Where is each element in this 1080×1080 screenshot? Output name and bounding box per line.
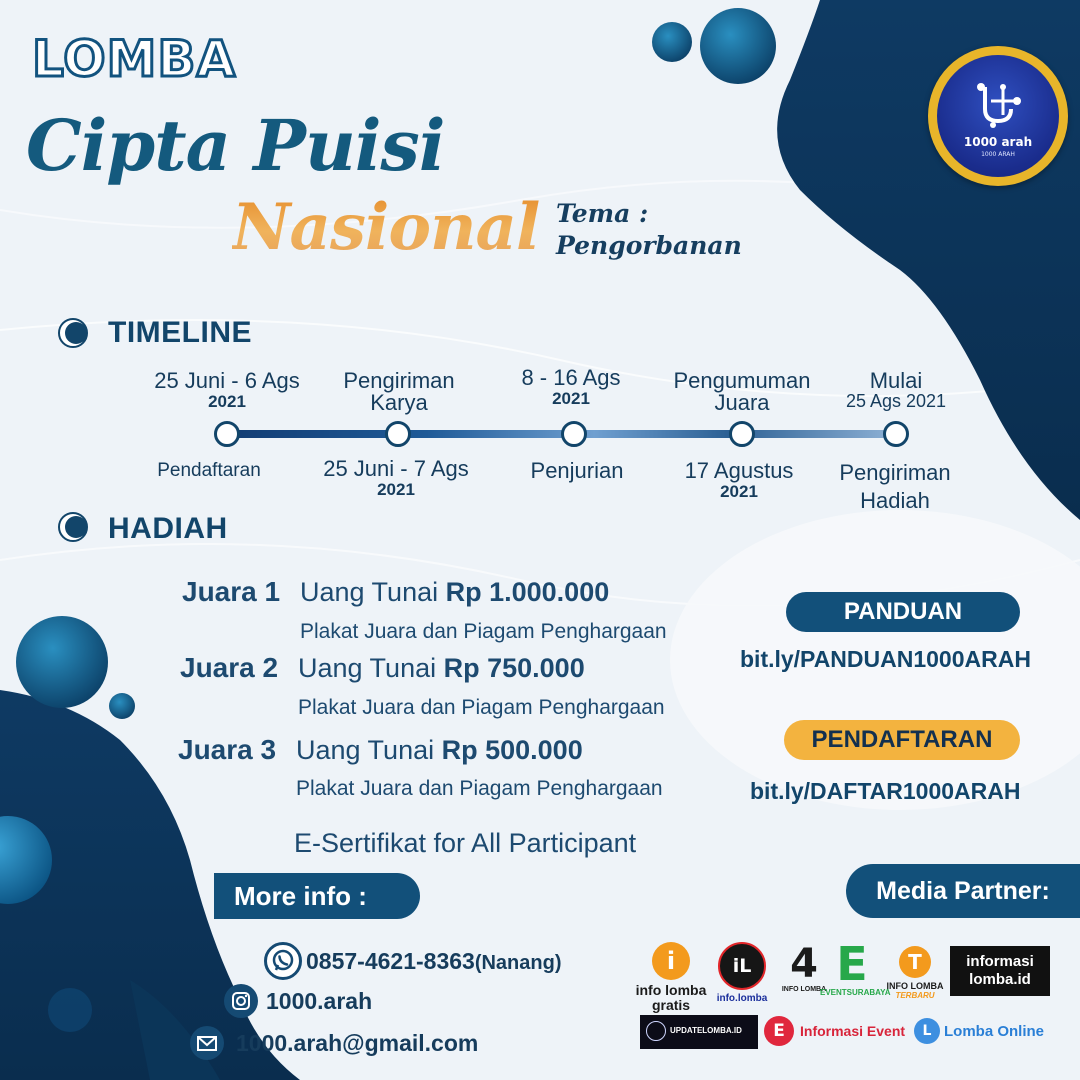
informasi-event-icon: E (764, 1016, 794, 1046)
certificate-note: E-Sertifikat for All Participant (294, 828, 637, 858)
timeline-top-1: 25 Juni - 6 Ags 2021 (154, 368, 300, 411)
theme-block (556, 198, 742, 262)
prize-3-label: Juara 3 (178, 734, 277, 765)
timeline-dot-4 (729, 421, 755, 447)
timeline-title: TIMELINE (108, 316, 252, 349)
updatelomba-icon (646, 1021, 666, 1041)
partner-event-surabaya: E EVENTSURABAYA (820, 937, 891, 997)
hadiah-bullet-icon (58, 512, 88, 542)
t-logo-icon: T (899, 946, 931, 978)
timeline-top-2: Pengiriman Karya (343, 368, 455, 415)
partner-informasi-event: E Informasi Event (764, 1016, 914, 1048)
partner-info-lomba-gratis: i info lomba gratis (628, 942, 714, 1013)
panduan-badge: PANDUAN (786, 592, 1020, 632)
partner-info-lomba: iL info.lomba (714, 942, 770, 1004)
hadiah-title: HADIAH (108, 512, 228, 545)
organizer-logo-inner (937, 55, 1059, 177)
timeline-bottom-2: 25 Juni - 7 Ags 2021 (323, 456, 469, 499)
e-logo-icon: E (836, 937, 868, 991)
timeline-top-3: 8 - 16 Ags 2021 (521, 365, 621, 408)
timeline-bullet-icon (58, 318, 88, 348)
prize-3-cash: Uang Tunai Rp 500.000 (296, 735, 583, 765)
logo-subname: 1000 ARAH (981, 151, 1015, 158)
whatsapp-icon (264, 942, 302, 980)
timeline-bottom-4: 17 Agustus 2021 (684, 458, 794, 501)
pendaftaran-badge: PENDAFTARAN (784, 720, 1020, 760)
pendaftaran-link[interactable]: bit.ly/DAFTAR1000ARAH (750, 778, 1021, 804)
prize-1-label: Juara 1 (182, 576, 281, 607)
partner-info-lomba-indonesia: 4 INFO LOMBA (781, 941, 827, 993)
prize-1-extra: Plakat Juara dan Piagam Penghargaan (300, 620, 667, 643)
timeline-top-5: Mulai 25 Ags 2021 (845, 368, 947, 411)
headline-nasional: Nasional (232, 190, 540, 265)
il-logo-icon: iL (718, 942, 766, 990)
prize-2-extra: Plakat Juara dan Piagam Penghargaan (298, 696, 665, 719)
lomba-online-icon: L (914, 1018, 940, 1044)
mail-icon (190, 1026, 224, 1060)
timeline-dot-2 (385, 421, 411, 447)
headline-cipta-puisi: Cipta Puisi (26, 104, 445, 187)
timeline-dot-3 (561, 421, 587, 447)
timeline-dot-5 (883, 421, 909, 447)
media-partner-title: Media Partner: (846, 864, 1080, 918)
timeline-top-4: Pengumuman Juara (673, 368, 811, 415)
more-info-title: More info : (214, 873, 420, 919)
timeline-bottom-1: Pendaftaran (157, 460, 261, 481)
partner-lomba-online: L Lomba Online (914, 1018, 1050, 1046)
headline-lomba: LOMBA (32, 30, 237, 88)
contact-email[interactable]: 1000.arah@gmail.com (236, 1030, 479, 1056)
timeline-bottom-3: Penjurian (530, 458, 624, 483)
prize-1-cash: Uang Tunai Rp 1.000.000 (300, 577, 610, 607)
instagram-icon (224, 984, 258, 1018)
organizer-logo (928, 46, 1068, 186)
h4-logo-icon: 4 (790, 941, 818, 987)
contact-phone[interactable]: 0857-4621-8363(Nanang) (306, 948, 562, 974)
theme-value: Pengorbanan (556, 231, 742, 260)
prize-2-label: Juara 2 (180, 652, 279, 683)
timeline-bottom-5: Pengiriman Hadiah (839, 460, 951, 513)
partner-informasi-lomba-id: informasi lomba.id (950, 946, 1050, 996)
prize-3-extra: Plakat Juara dan Piagam Penghargaan (296, 777, 663, 800)
info-icon: i (652, 942, 690, 980)
panduan-link[interactable]: bit.ly/PANDUAN1000ARAH (740, 646, 1031, 672)
contact-instagram[interactable]: 1000.arah (266, 988, 373, 1014)
logo-name: 1000 arah (963, 135, 1033, 149)
logo-emblem-icon (973, 81, 1023, 129)
prize-2-cash: Uang Tunai Rp 750.000 (298, 653, 585, 683)
theme-label: Tema : (556, 199, 649, 228)
partner-info-lomba-terbaru: T INFO LOMBA TERBARU (884, 946, 946, 1000)
timeline-dot-1 (214, 421, 240, 447)
partner-updatelomba: UPDATELOMBA.ID (640, 1015, 758, 1049)
